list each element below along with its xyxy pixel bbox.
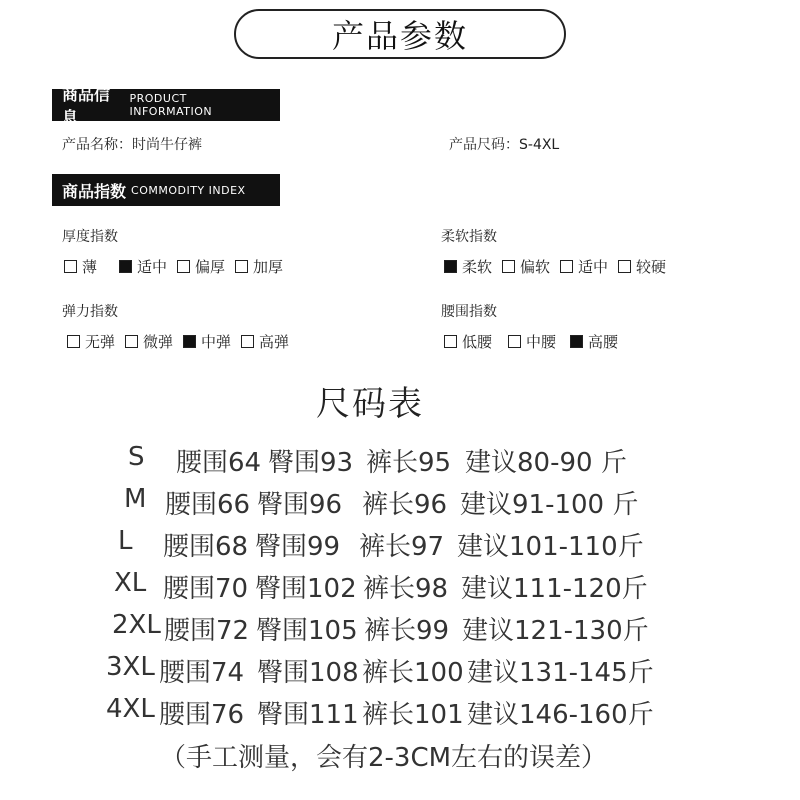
section-title-zh: 商品指数 <box>62 181 127 201</box>
section-header-commodity-index <box>52 174 280 206</box>
index-option: 高弹 <box>241 331 289 352</box>
index-option: 较硬 <box>618 256 666 277</box>
size-waist: 腰围70 <box>163 574 249 604</box>
checkbox-checked-icon <box>119 260 132 273</box>
size-length: 裤长99 <box>364 616 450 646</box>
index-option: 适中 <box>560 256 608 277</box>
size-length: 裤长101 <box>362 700 464 730</box>
size-label: S <box>128 442 145 472</box>
index-option: 柔软 <box>444 256 492 277</box>
index-option: 适中 <box>119 256 167 277</box>
section-title-en: PRODUCT INFORMATION <box>129 92 213 118</box>
index-option: 无弹 <box>67 331 115 352</box>
index-option: 薄 <box>64 256 97 277</box>
size-suggest: 建议146-160斤 <box>467 700 654 730</box>
size-waist: 腰围74 <box>159 658 245 688</box>
checkbox-icon <box>67 335 80 348</box>
checkbox-icon <box>618 260 631 273</box>
size-hip: 臀围111 <box>257 700 359 730</box>
index-option: 低腰 <box>444 331 492 352</box>
checkbox-icon <box>241 335 254 348</box>
size-hip: 臀围108 <box>257 658 359 688</box>
size-length: 裤长98 <box>363 574 449 604</box>
index-option: 偏软 <box>502 256 550 277</box>
size-label: 2XL <box>112 610 161 640</box>
size-hip: 臀围105 <box>256 616 358 646</box>
checkbox-icon <box>235 260 248 273</box>
index-option: 偏厚 <box>177 256 225 277</box>
size-suggest: 建议111-120斤 <box>461 574 648 604</box>
size-suggest: 建议91-100 斤 <box>460 490 639 520</box>
size-hip: 臀围93 <box>268 448 354 478</box>
size-waist: 腰围64 <box>176 448 262 478</box>
size-waist: 腰围66 <box>165 490 251 520</box>
index-options-elasticity <box>67 331 299 352</box>
size-suggest: 建议101-110斤 <box>457 532 644 562</box>
size-suggest: 建议121-130斤 <box>462 616 649 646</box>
size-label: XL <box>114 568 147 598</box>
page-title: 产品参数 <box>234 9 566 59</box>
index-options-softness <box>444 256 676 277</box>
size-length: 裤长95 <box>366 448 452 478</box>
size-length: 裤长100 <box>362 658 464 688</box>
size-hip: 臀围102 <box>255 574 357 604</box>
size-label: L <box>118 526 133 556</box>
index-options-thickness <box>64 256 293 277</box>
index-option: 中弹 <box>183 331 231 352</box>
checkbox-checked-icon <box>570 335 583 348</box>
index-option: 高腰 <box>570 331 618 352</box>
index-label-thickness: 厚度指数 <box>62 229 118 245</box>
index-options-waist <box>444 331 628 352</box>
checkbox-icon <box>560 260 573 273</box>
index-option: 中腰 <box>508 331 556 352</box>
size-waist: 腰围68 <box>163 532 249 562</box>
size-waist: 腰围76 <box>159 700 245 730</box>
index-label-softness: 柔软指数 <box>441 229 497 245</box>
size-suggest: 建议80-90 斤 <box>465 448 627 478</box>
size-waist: 腰围72 <box>164 616 250 646</box>
section-title-zh: 商品信息 <box>62 85 111 127</box>
size-length: 裤长96 <box>362 490 448 520</box>
section-header-product-info <box>52 85 280 127</box>
size-hip: 臀围96 <box>257 490 343 520</box>
checkbox-checked-icon <box>183 335 196 348</box>
size-label: M <box>124 484 147 514</box>
checkbox-icon <box>508 335 521 348</box>
size-length: 裤长97 <box>359 532 445 562</box>
checkbox-icon <box>444 335 457 348</box>
size-suggest: 建议131-145斤 <box>467 658 654 688</box>
index-label-elasticity: 弹力指数 <box>62 304 118 320</box>
measurement-note: （手工测量，会有2-3CM左右的误差） <box>160 743 608 773</box>
index-option: 加厚 <box>235 256 283 277</box>
size-chart-title: 尺码表 <box>316 384 424 424</box>
section-title-en: COMMODITY INDEX <box>131 183 246 197</box>
size-label: 4XL <box>106 694 155 724</box>
product-name: 产品名称：时尚牛仔裤 <box>62 137 202 153</box>
size-label: 3XL <box>106 652 155 682</box>
checkbox-icon <box>502 260 515 273</box>
index-option: 微弹 <box>125 331 173 352</box>
checkbox-checked-icon <box>444 260 457 273</box>
checkbox-icon <box>64 260 77 273</box>
checkbox-icon <box>125 335 138 348</box>
checkbox-icon <box>177 260 190 273</box>
index-label-waist: 腰围指数 <box>441 304 497 320</box>
size-hip: 臀围99 <box>255 532 341 562</box>
product-size-range: 产品尺码：S-4XL <box>449 137 560 153</box>
